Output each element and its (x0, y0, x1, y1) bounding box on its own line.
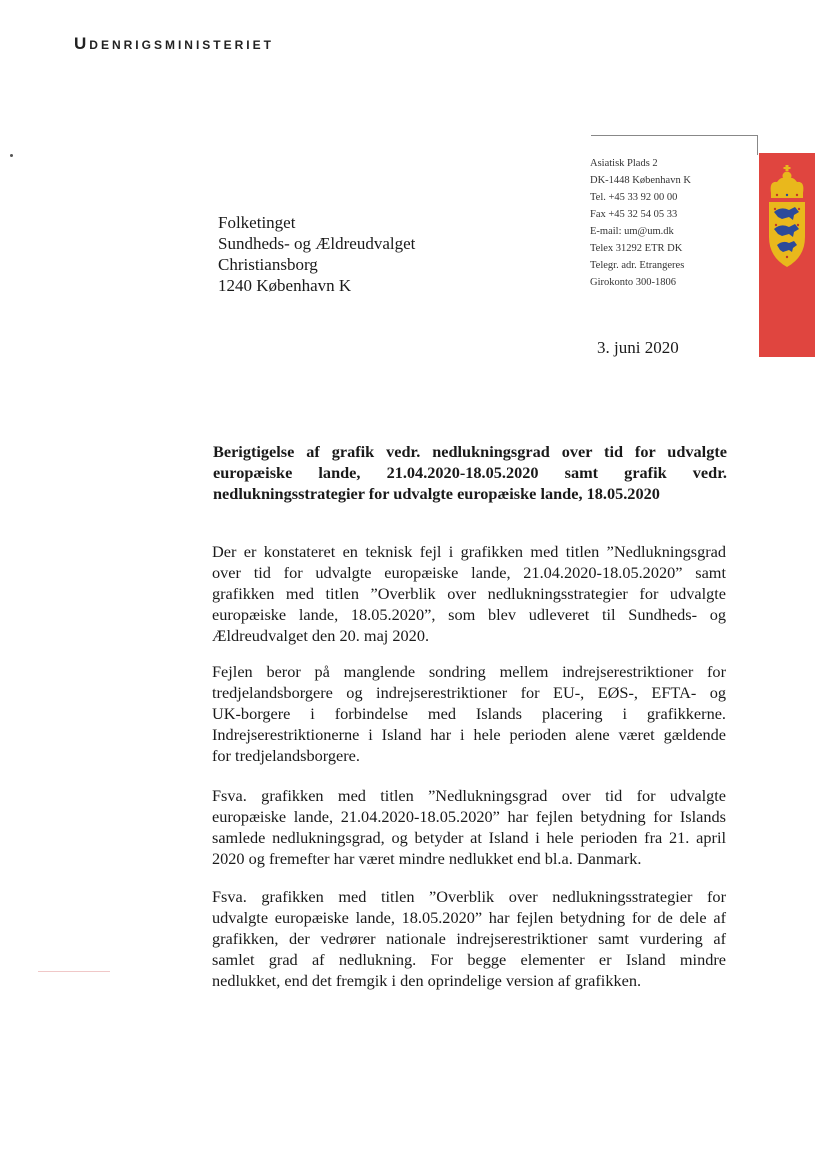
paragraph-line: udvalgte europæiske lande, 18.05.2020” har fejlen betydning for de dele af (212, 908, 726, 927)
scan-speck (10, 154, 13, 157)
scan-artifact-line (38, 971, 110, 972)
ministry-name: Udenrigsministeriet (74, 34, 274, 53)
coat-of-arms-icon (765, 165, 809, 269)
header-rule (591, 135, 758, 136)
recipient-line: Sundheds- og Ældreudvalget (218, 234, 416, 253)
paragraph-line: Fsva. grafikken med titlen ”Nedlukningsgrad over tid for udvalgte (212, 786, 726, 805)
body-paragraph (212, 886, 726, 991)
contact-line: Telex 31292 ETR DK (590, 243, 683, 254)
subject-line: nedlukningsstrategier for udvalgte europæiske lande, 18.05.2020 (213, 484, 660, 503)
paragraph-line: for tredjelandsborgere. (212, 746, 360, 765)
contact-line: DK-1448 København K (590, 175, 691, 186)
paragraph-line: tredjelandsborgere og indrejserestriktioner for EU-, EØS-, EFTA- og (212, 683, 726, 702)
body-paragraph (212, 541, 726, 646)
contact-line: Girokonto 300-1806 (590, 277, 677, 288)
recipient-line: 1240 København K (218, 276, 352, 295)
contact-line: E-mail: um@um.dk (590, 226, 674, 237)
body-paragraph (212, 661, 726, 766)
header-rule-tick (757, 135, 758, 155)
letter-date: 3. juni 2020 (597, 338, 679, 357)
subject-line: europæiske lande, 21.04.2020-18.05.2020 samt grafik vedr. (213, 463, 727, 482)
subject-line: Berigtigelse af grafik vedr. nedlukningsgrad over tid for udvalgte (213, 442, 727, 461)
paragraph-line: samlede nedlukningsgrad, og betyder at Island i hele perioden fra 21. april (212, 828, 726, 847)
recipient-line: Folketinget (218, 213, 296, 232)
contact-line: Fax +45 32 54 05 33 (590, 209, 678, 220)
paragraph-line: 2020 og fremefter har været mindre nedlukket end bl.a. Danmark. (212, 849, 642, 868)
recipient-line: Christiansborg (218, 255, 318, 274)
paragraph-line: samlet grad af nedlukning. For begge elementer er Island mindre (212, 950, 726, 969)
paragraph-line: Fsva. grafikken med titlen ”Overblik over nedlukningsstrategier for (212, 887, 726, 906)
paragraph-line: grafikken med titlen ”Overblik over nedlukningsstrategier for udvalgte (212, 584, 726, 603)
subject-heading (213, 441, 727, 504)
contact-line: Asiatisk Plads 2 (590, 158, 658, 169)
paragraph-line: grafikken, der vedrører nationale indrejserestriktioner samt vurdering af (212, 929, 726, 948)
paragraph-line: over tid for udvalgte europæiske lande, 21.04.2020-18.05.2020” samt (212, 563, 726, 582)
paragraph-line: europæiske lande, 18.05.2020”, som blev udleveret til Sundheds- og (212, 605, 726, 624)
paragraph-line: nedlukket, end det fremgik i den oprindelige version af grafikken. (212, 971, 642, 990)
paragraph-line: Fejlen beror på manglende sondring mellem indrejserestriktioner for (212, 662, 726, 681)
paragraph-line: UK-borgere i forbindelse med Islands placering i grafikkerne. (212, 704, 726, 723)
paragraph-line: europæiske lande, 21.04.2020-18.05.2020” har fejlen betydning for Islands (212, 807, 726, 826)
contact-line: Tel. +45 33 92 00 00 (590, 192, 678, 203)
body-paragraph (212, 785, 726, 869)
paragraph-line: Der er konstateret en teknisk fejl i grafikken med titlen ”Nedlukningsgrad (212, 542, 726, 561)
paragraph-line: Indrejserestriktionerne i Island har i hele perioden alene været gældende (212, 725, 726, 744)
contact-line: Telegr. adr. Etrangeres (590, 260, 685, 271)
sender-contact-block (590, 155, 691, 291)
recipient-address (218, 212, 415, 296)
paragraph-line: Ældreudvalget den 20. maj 2020. (212, 626, 430, 645)
